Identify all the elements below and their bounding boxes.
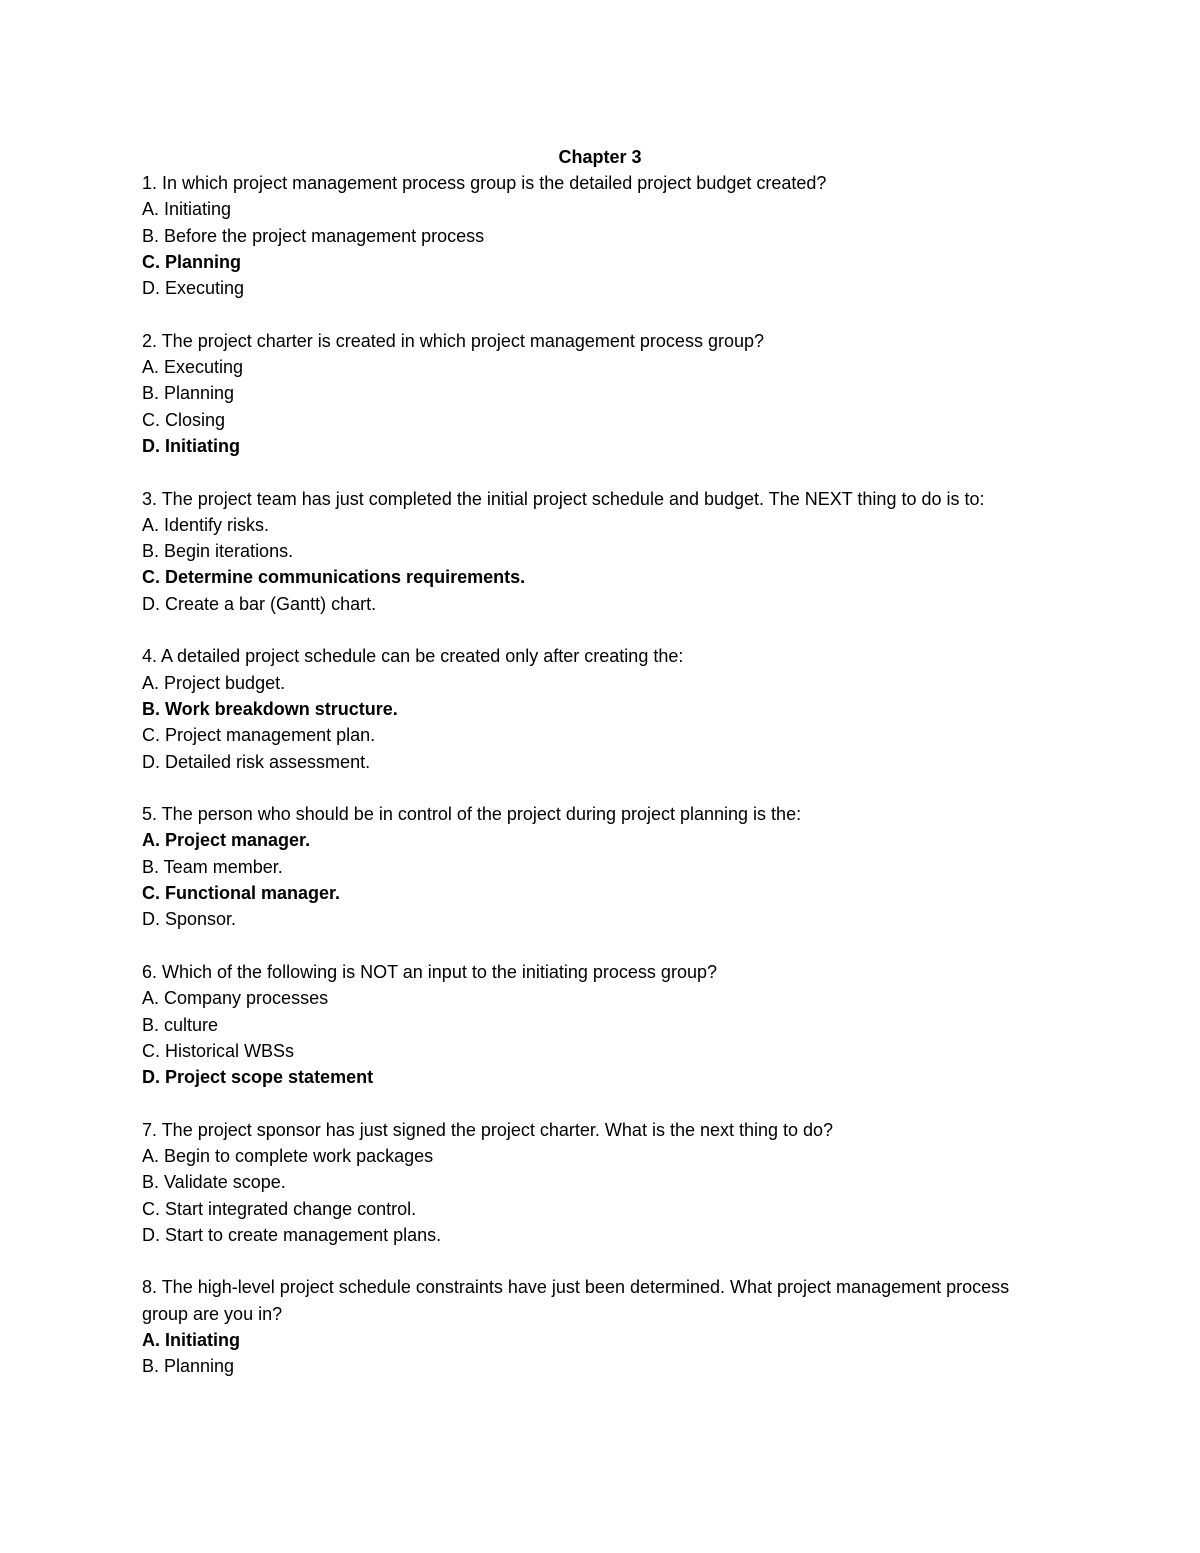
answer-option-bold: C. Planning: [142, 251, 241, 272]
answer-option: A. Company processes: [142, 988, 329, 1009]
answer-option-bold: C. Functional manager.: [142, 883, 341, 904]
answer-option: D. Executing: [142, 278, 245, 299]
answer-option-bold: B. Work breakdown structure.: [142, 698, 398, 719]
answer-option: A. Initiating: [142, 199, 232, 220]
question-text: 6. Which of the following is NOT an input to the initiating process group?: [142, 961, 717, 982]
answer-option: C. Historical WBSs: [142, 1040, 295, 1061]
answer-option-bold: D. Initiating: [142, 435, 240, 456]
answer-option: B. Planning: [142, 1356, 235, 1377]
answer-option: C. Project management plan.: [142, 725, 376, 746]
question-block: [142, 1274, 1042, 1379]
question-list: [142, 170, 1042, 1406]
answer-option: B. Validate scope.: [142, 1172, 286, 1193]
answer-option: D. Start to create management plans.: [142, 1224, 442, 1245]
question-text: 8. The high-level project schedule constraints have just been determined. What project management process group are you in?: [142, 1277, 1010, 1324]
answer-option: D. Create a bar (Gantt) chart.: [142, 593, 377, 614]
question-block: [142, 1117, 1042, 1248]
answer-option: B. Begin iterations.: [142, 541, 294, 562]
answer-option: A. Identify risks.: [142, 514, 270, 535]
question-text: 3. The project team has just completed the initial project schedule and budget. The NEXT thing to do is to:: [142, 488, 985, 509]
page-title: Chapter 3: [558, 147, 642, 167]
question-text: 7. The project sponsor has just signed the project charter. What is the next thing to do?: [142, 1119, 834, 1140]
answer-option: B. culture: [142, 1014, 219, 1035]
answer-option: B. Team member.: [142, 856, 283, 877]
answer-option: B. Before the project management process: [142, 225, 485, 246]
question-text: 5. The person who should be in control of the project during project planning is the:: [142, 804, 802, 825]
answer-option: D. Sponsor.: [142, 909, 237, 930]
answer-option-bold: C. Determine communications requirements.: [142, 567, 526, 588]
answer-option: A. Executing: [142, 357, 244, 378]
answer-option: B. Planning: [142, 383, 235, 404]
question-text: 1. In which project management process group is the detailed project budget created?: [142, 173, 827, 193]
question-text: 4. A detailed project schedule can be created only after creating the:: [142, 646, 684, 667]
answer-option: A. Begin to complete work packages: [142, 1145, 434, 1166]
answer-option-bold: D. Project scope statement: [142, 1067, 374, 1088]
question-text: 2. The project charter is created in which project management process group?: [142, 330, 764, 351]
answer-option-bold: A. Initiating: [142, 1330, 240, 1351]
answer-option: D. Detailed risk assessment.: [142, 751, 371, 772]
question-block: [142, 486, 1042, 617]
answer-option-bold: A. Project manager.: [142, 830, 311, 851]
question-block: [142, 801, 1042, 932]
answer-option: C. Closing: [142, 409, 226, 430]
question-block: [142, 643, 1042, 774]
question-block: [142, 328, 1042, 459]
question-block: [142, 170, 1042, 301]
answer-option: A. Project budget.: [142, 672, 286, 693]
answer-option: C. Start integrated change control.: [142, 1198, 417, 1219]
question-block: [142, 959, 1042, 1090]
